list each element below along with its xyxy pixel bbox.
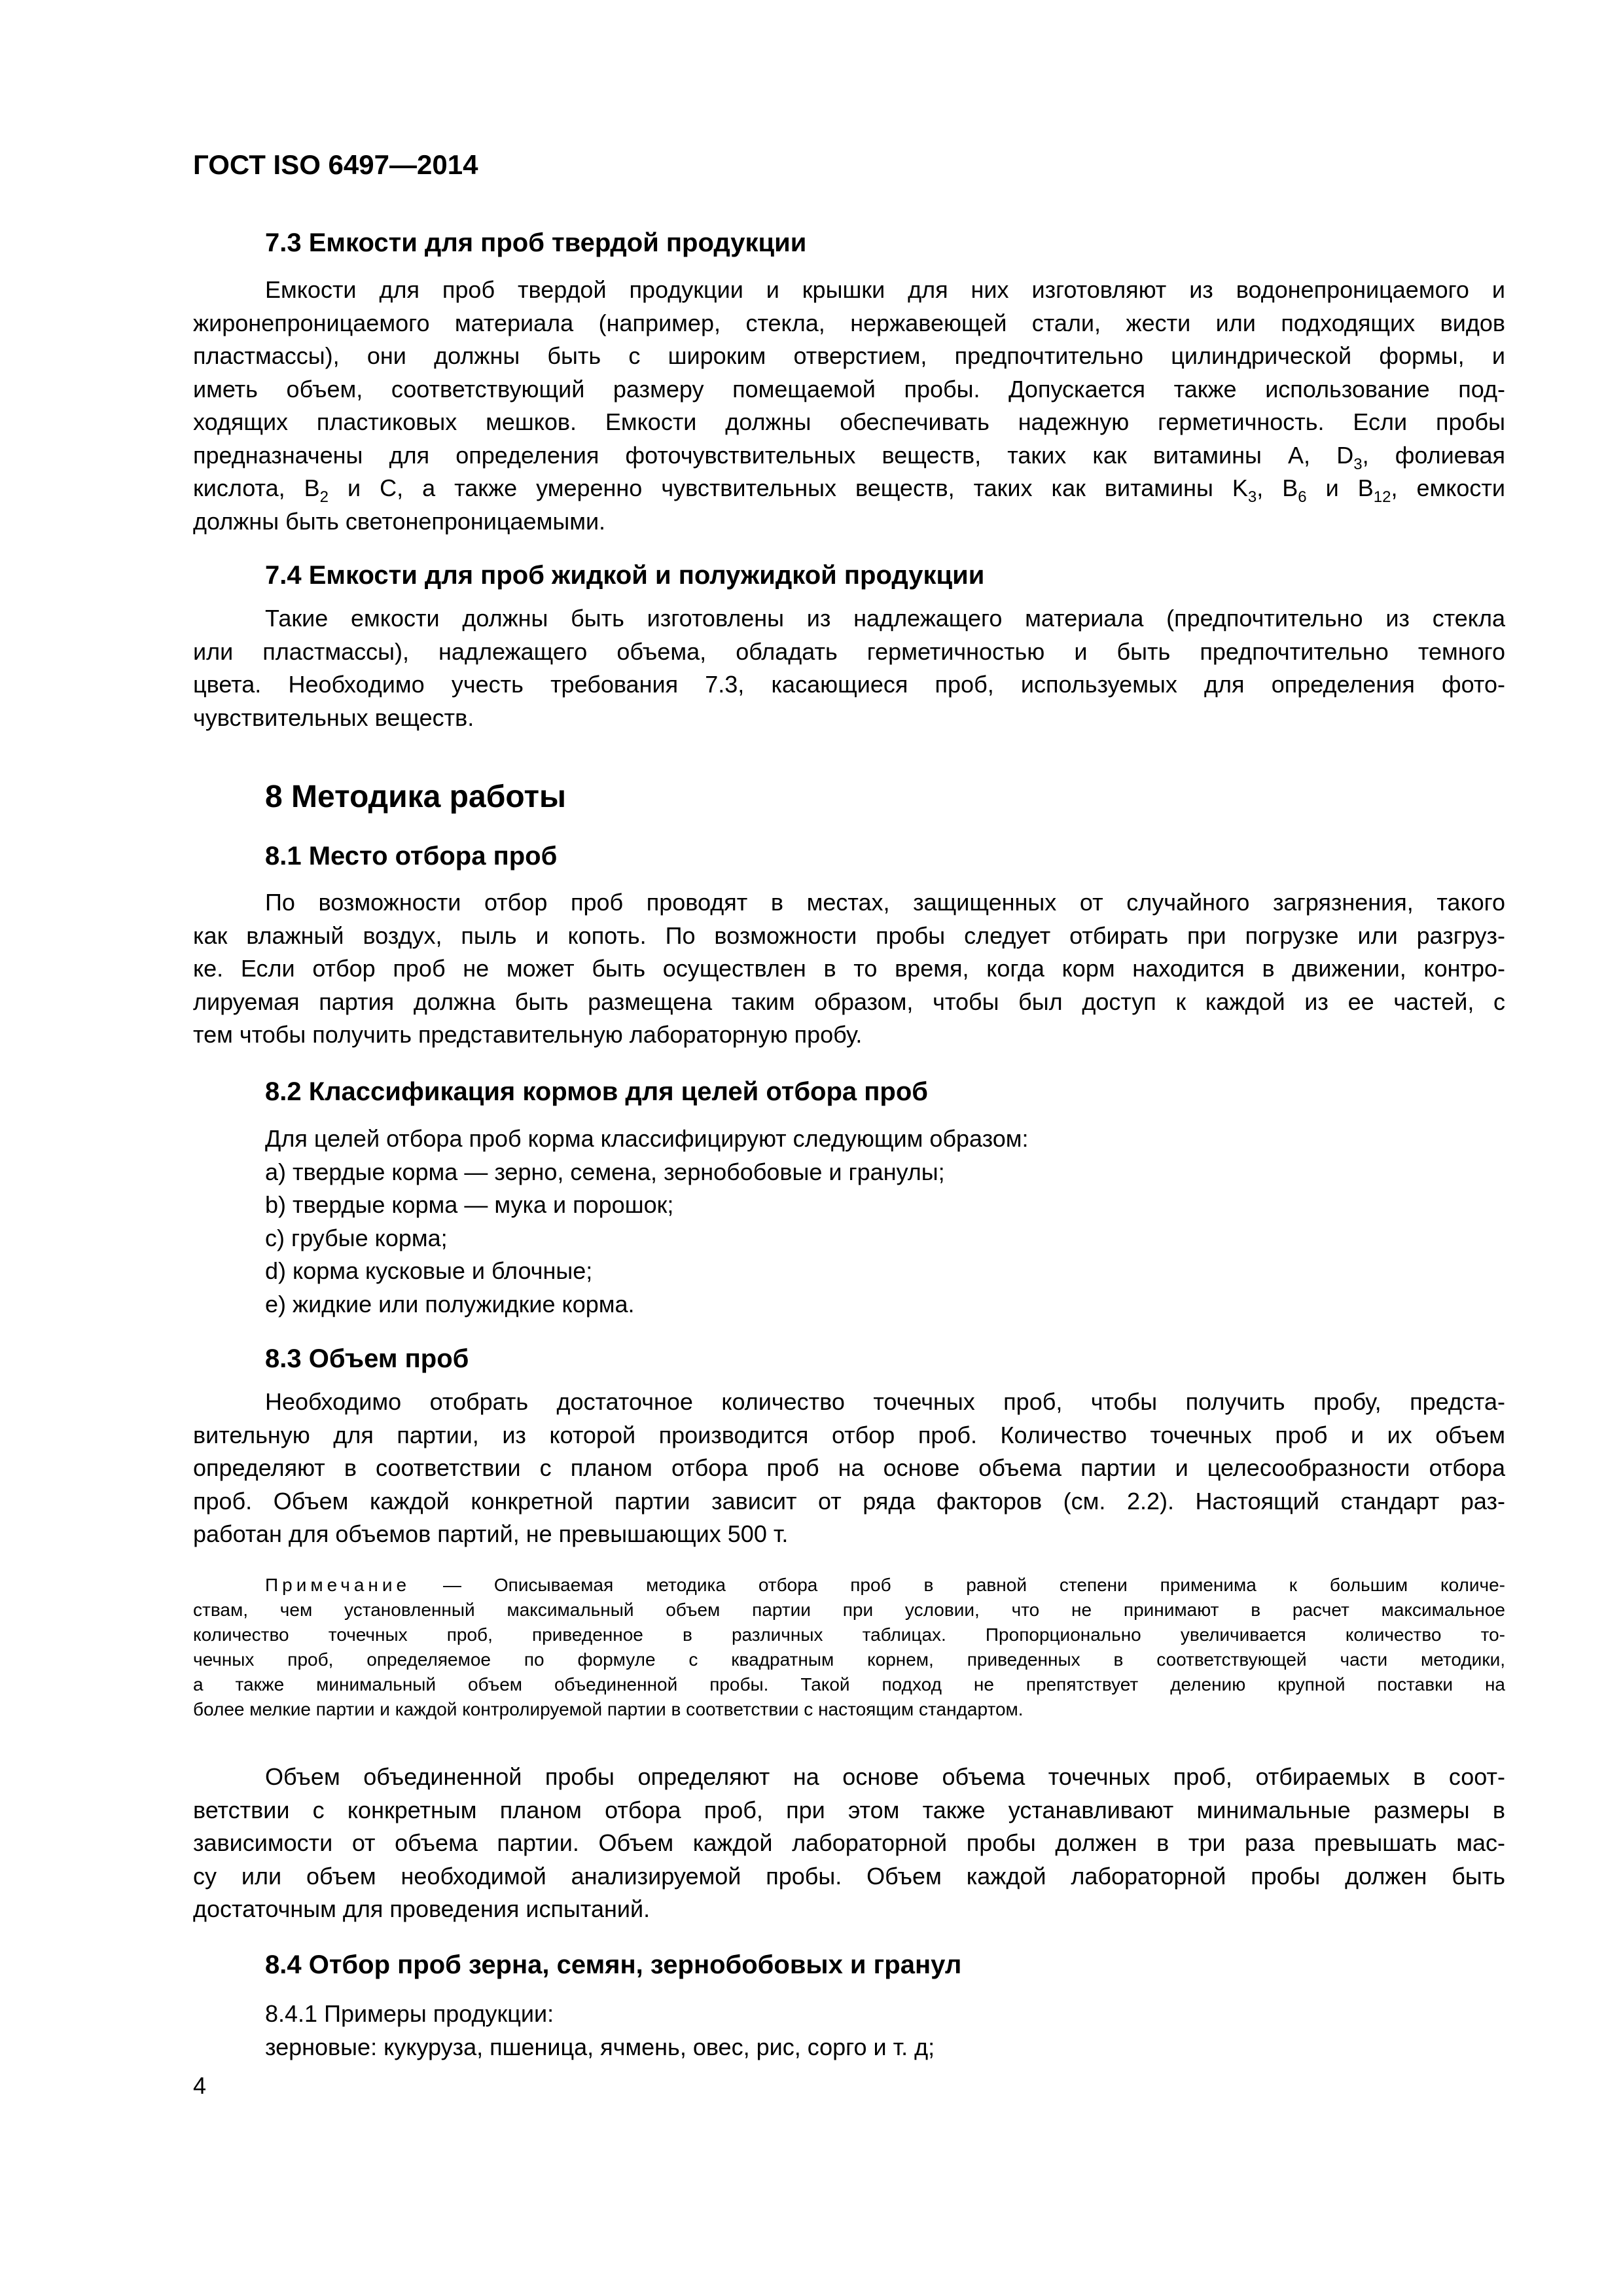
page-number: 4	[193, 2072, 207, 2099]
list-item: b) твердые корма — мука и порошок;	[265, 1191, 674, 1218]
paragraph-line: цвета. Необходимо учесть требования 7.3, касающиеся проб, используемых для определения фото-	[193, 671, 1505, 698]
paragraph-line: должны быть светонепроницаемыми.	[193, 508, 606, 535]
paragraph-line: иметь объем, соответствующий размеру помещаемой пробы. Допускается также использование под-	[193, 376, 1505, 403]
section-8-3-heading: 8.3 Объем проб	[265, 1344, 469, 1373]
list-item: d) корма кусковые и блочные;	[265, 1257, 593, 1284]
subsection-8-4-1-label: 8.4.1 Примеры продукции:	[265, 2000, 554, 2027]
section-8-2-heading: 8.2 Классификация кормов для целей отбора проб	[265, 1077, 929, 1106]
paragraph-line: су или объем необходимой анализируемой пробы. Объем каждой лабораторной пробы должен быть	[193, 1863, 1505, 1890]
paragraph-line: лируемая партия должна быть размещена таким образом, чтобы был доступ к каждой из ее частей, с	[193, 988, 1505, 1015]
paragraph-line: ке. Если отбор проб не может быть осуществлен в то время, когда корм находится в движении, контро-	[193, 955, 1505, 982]
paragraph-line: проб. Объем каждой конкретной партии зависит от ряда факторов (см. 2.2). Настоящий стандарт раз-	[193, 1488, 1505, 1515]
list-item: e) жидкие или полужидкие корма.	[265, 1291, 635, 1318]
note-dash: —	[410, 1575, 494, 1595]
paragraph-line-with-subscript	[193, 475, 1506, 506]
note-line: количество точечных проб, приведенное в различных таблицах. Пропорционально увеличивается количество то-	[193, 1624, 1505, 1645]
paragraph-line: ходящих пластиковых мешков. Емкости должны обеспечивать надежную герметичность. Если пробы	[193, 408, 1505, 435]
text-segment: , фолиевая	[1362, 442, 1505, 469]
subscript: 6	[1298, 488, 1307, 506]
paragraph-line: как влажный воздух, пыль и копоть. По возможности пробы следует отбирать при погрузке или разгруз-	[193, 922, 1505, 949]
section-8-heading: 8 Методика работы	[265, 780, 566, 814]
note-line: ствам, чем установленный максимальный объем партии при условии, что не принимают в расчет максимальное	[193, 1600, 1505, 1620]
section-8-1-heading: 8.1 Место отбора проб	[265, 842, 558, 870]
paragraph-line: жиронепроницаемого материала (например, стекла, нержавеющей стали, жести или подходящих видов	[193, 310, 1505, 336]
list-item: a) твердые корма — зерно, семена, зернобобовые и гранулы;	[265, 1158, 945, 1185]
section-8-4-heading: 8.4 Отбор проб зерна, семян, зернобобовых и гранул	[265, 1950, 962, 1979]
subscript: 12	[1373, 488, 1391, 506]
paragraph-line: ветствии с конкретным планом отбора проб, при этом также устанавливают минимальные размеры в	[193, 1797, 1505, 1823]
paragraph-line: определяют в соответствии с планом отбора проб на основе объема партии и целесообразности отбора	[193, 1454, 1505, 1481]
paragraph-line: тем чтобы получить представительную лабораторную пробу.	[193, 1021, 863, 1048]
text-segment: кислота, B	[193, 475, 320, 501]
section-7-3-heading: 7.3 Емкости для проб твердой продукции	[265, 228, 807, 257]
paragraph-line: зависимости от объема партии. Объем каждой лабораторной пробы должен в три раза превышать мас-	[193, 1829, 1505, 1856]
note-line: чечных проб, определяемое по формуле с квадратным корнем, приведенных в соответствующей части методики,	[193, 1649, 1505, 1670]
paragraph-line: работан для объемов партий, не превышающих 500 т.	[193, 1520, 789, 1547]
note-line: более мелкие партии и каждой контролируемой партии в соответствии с настоящим стандартом.	[193, 1699, 1024, 1719]
list-intro: Для целей отбора проб корма классифицируют следующим образом:	[265, 1125, 1029, 1152]
paragraph-line: Такие емкости должны быть изготовлены из надлежащего материала (предпочтительно из стекла	[265, 605, 1505, 632]
note-line: а также минимальный объем объединенной пробы. Такой подход не препятствует делению крупной поставки на	[193, 1674, 1505, 1695]
paragraph-line: По возможности отбор проб проводят в местах, защищенных от случайного загрязнения, такого	[265, 889, 1505, 916]
paragraph-line: или пластмассы), надлежащего объема, обладать герметичностью и быть предпочтительно темного	[193, 638, 1505, 665]
paragraph-line-with-subscript	[193, 442, 1505, 473]
paragraph-line: вительную для партии, из которой производится отбор проб. Количество точечных проб и их объем	[193, 1422, 1505, 1448]
text-segment: и B	[1306, 475, 1374, 501]
paragraph-line: Объем объединенной пробы определяют на основе объема точечных проб, отбираемых в соот-	[265, 1763, 1505, 1790]
grain-examples-line: зерновые: кукуруза, пшеница, ячмень, овес, рис, сорго и т. д;	[265, 2034, 935, 2060]
note-label: Примечание	[265, 1575, 411, 1595]
paragraph-line: Необходимо отобрать достаточное количество точечных проб, чтобы получить пробу, предста-	[265, 1388, 1505, 1415]
text-segment: , B	[1257, 475, 1298, 501]
text-segment: предназначены для определения фоточувствительных веществ, таких как витамины A, D	[193, 442, 1354, 469]
paragraph-line: пластмассы), они должны быть с широким отверстием, предпочтительно цилиндрической формы, и	[193, 342, 1505, 369]
paragraph-line: Емкости для проб твердой продукции и крышки для них изготовляют из водонепроницаемого и	[265, 276, 1505, 303]
section-7-4-heading: 7.4 Емкости для проб жидкой и полужидкой продукции	[265, 561, 985, 590]
note-text: Описываемая методика отбора проб в равной степени применима к большим количе-	[493, 1575, 1505, 1595]
subscript: 2	[319, 488, 329, 506]
list-item: c) грубые корма;	[265, 1225, 448, 1251]
document-header-id: ГОСТ ISO 6497—2014	[193, 149, 478, 180]
text-segment: и C, а также умеренно чувствительных веществ, таких как витамины K	[329, 475, 1248, 501]
text-segment: , емкости	[1391, 475, 1506, 501]
subscript: 3	[1247, 488, 1257, 506]
paragraph-line: чувствительных веществ.	[193, 704, 474, 731]
paragraph-line: достаточным для проведения испытаний.	[193, 1895, 651, 1922]
subscript: 3	[1353, 456, 1363, 473]
note-first-line	[265, 1576, 1505, 1594]
